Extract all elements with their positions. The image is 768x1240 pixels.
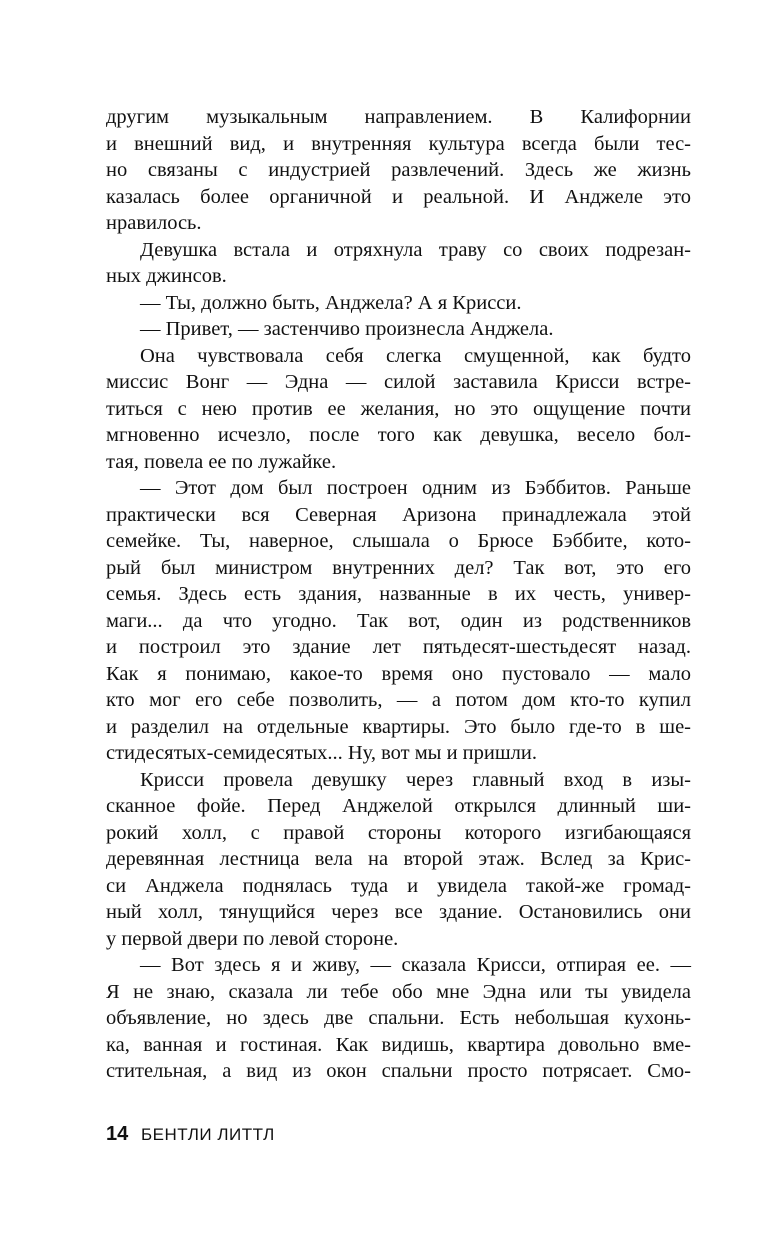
text-line: рокий холл, с правой стороны которого изгибающаяся [106, 821, 691, 844]
paragraph [106, 952, 691, 1085]
paragraph [106, 104, 691, 237]
text-line: и разделил на отдельные квартиры. Это было где-то в ше- [106, 715, 691, 738]
text-line: семейке. Ты, наверное, слышала о Брюсе Бэббите, кото- [106, 530, 691, 552]
paragraph [106, 767, 691, 953]
text-line: — Вот здесь я и живу, — сказала Крисси, отпирая ее. — [140, 954, 691, 976]
text-line: маги... да что угодно. Так вот, один из родственников [106, 609, 691, 632]
text-line: Она чувствовала себя слегка смущенной, как будто [140, 344, 691, 367]
paragraph [106, 316, 691, 343]
text-line: — Ты, должно быть, Анджела? А я Крисси. [140, 291, 522, 314]
text-line: титься с нею против ее желания, но это ощущение почти [106, 397, 691, 420]
text-line: кто мог его себе позволить, — а потом дом кто-то купил [106, 689, 691, 711]
text-line: Девушка встала и отряхнула траву со своих подрезан- [140, 238, 691, 261]
paragraph [106, 290, 691, 317]
text-line: тая, повела ее по лужайке. [106, 450, 337, 473]
text-line: у первой двери по левой стороне. [106, 927, 399, 950]
text-line: но связаны с индустрией развлечений. Здесь же жизнь [106, 159, 691, 181]
paragraph [106, 343, 691, 476]
paragraph [106, 475, 691, 767]
text-line: ка, ванная и гостиная. Как видишь, квартира довольно вме- [106, 1033, 691, 1056]
text-line: деревянная лестница вела на второй этаж. Вслед за Крис- [106, 848, 691, 870]
text-line: нравилось. [106, 212, 202, 234]
text-line: и построил это здание лет пятьдесят-шестьдесят назад. [106, 636, 691, 658]
text-line: си Анджела поднялась туда и увидела такой-же громад- [106, 874, 691, 897]
text-line: казалась более органичной и реальной. И Анджеле это [106, 185, 691, 208]
text-line: ных джинсов. [106, 265, 227, 287]
page-number: 14 [106, 1123, 129, 1145]
text-line: другим музыкальным направлением. В Калифорнии [106, 106, 691, 128]
text-line: стидесятых-семидесятых... Ну, вот мы и пришли. [106, 742, 537, 764]
text-line: — Привет, — застенчиво произнесла Анджела. [140, 318, 554, 340]
text-line: миссис Вонг — Эдна — силой заставила Крисси встре- [106, 371, 691, 393]
text-line: мгновенно исчезло, после того как девушка, весело бол- [106, 424, 691, 446]
text-line: рый был министром внутренних дел? Так вот, это его [106, 556, 691, 579]
page-footer [106, 1123, 275, 1146]
text-line: Я не знаю, сказала ли тебе обо мне Эдна или ты увидела [106, 980, 691, 1003]
text-line: сканное фойе. Перед Анджелой открылся длинный ши- [106, 795, 691, 817]
text-line: и внешний вид, и внутренняя культура всегда были тес- [106, 132, 691, 155]
book-page-text [106, 104, 691, 1085]
text-line: ный холл, тянущийся через все здание. Остановились они [106, 901, 691, 923]
text-line: стительная, а вид из окон спальни просто потрясает. Смо- [106, 1060, 691, 1082]
text-line: практически вся Северная Аризона принадлежала этой [106, 503, 691, 526]
paragraph [106, 237, 691, 290]
text-line: семья. Здесь есть здания, названные в их честь, универ- [106, 583, 691, 605]
running-head-author: БЕНТЛИ ЛИТТЛ [140, 1125, 275, 1144]
text-line: объявление, но здесь две спальни. Есть небольшая кухонь- [106, 1007, 691, 1029]
text-line: Крисси провела девушку через главный вход в изы- [140, 768, 691, 791]
text-line: Как я понимаю, какое-то время оно пустовало — мало [106, 662, 691, 685]
text-line: — Этот дом был построен одним из Бэббитов. Раньше [140, 477, 691, 499]
